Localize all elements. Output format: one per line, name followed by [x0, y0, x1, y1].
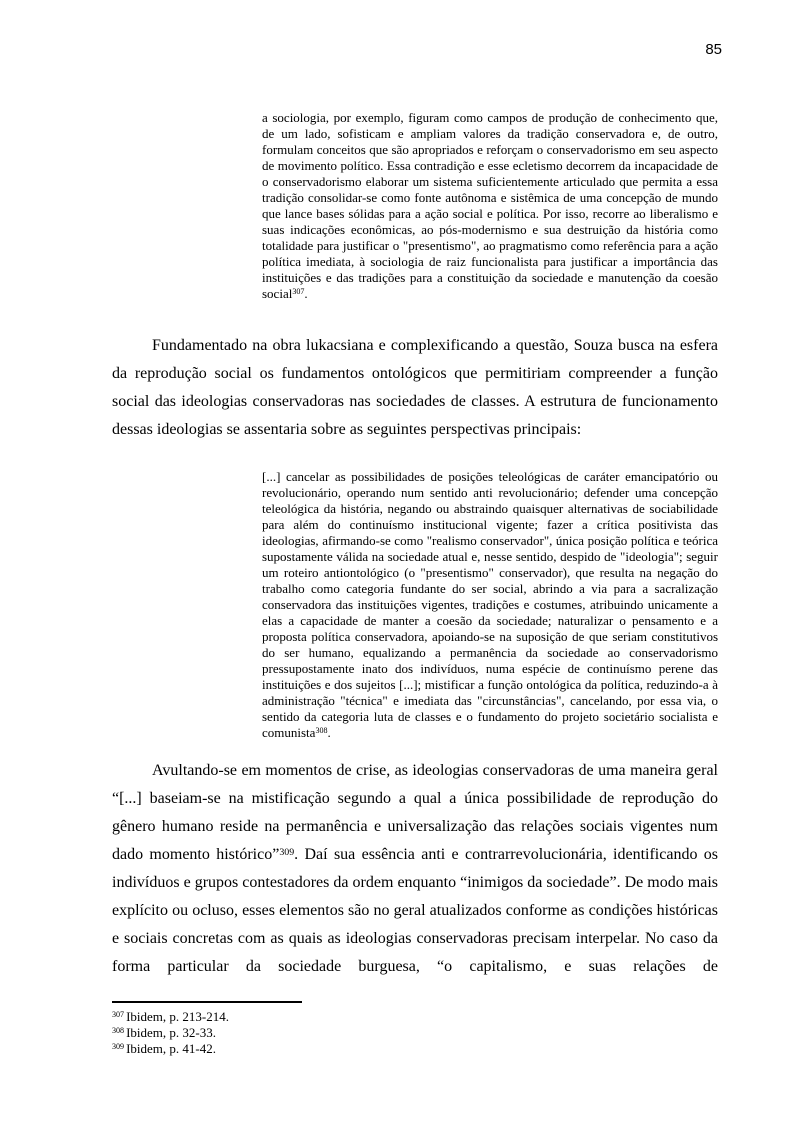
- block-quote-2: [...] cancelar as possibilidades de posições teleológicas de caráter emancipatório ou revolucionário, operando num sentido anti revolucionário; defender uma concepção teleológica da história, negando ou abstraindo quaisquer alternativas de sociabilidade para além do continuísmo institucional vigente; fazer a crítica positivista das ideologias, afirmando-se como "realismo conservador", única posição política e teórica supostamente válida na sociedade atual e, nesse sentido, despido de "ideologia"; seguir um roteiro antiontológico (o "presentismo" conservador), que resulta na negação do trabalho como categoria fundante do ser social, abrindo a via para a sacralização conservadora das instituições vigentes, tradições e costumes, atribuindo unicamente a elas a capacidade de manter a coesão da sociedade; naturalizar o pensamento e a proposta política conservadora, apoiando-se na suposição de que seriam constitutivos do ser humano, equalizando a permanência da sociedade ao conservadorismo pressupostamente inato dos indivíduos, numa espécie de continuísmo perene das instituições e dos sujeitos [...]; mistificar a função ontológica da política, reduzindo-a à administração "técnica" e imediata das "circunstâncias", cancelando, por essa via, o sentido da categoria luta de classes e o fundamento do projeto societário socialista e comunista$^{308}$.: [262, 469, 718, 740]
- footnote-marker: 307: [112, 1010, 125, 1020]
- footnote-text: Ibidem, p. 41-42.: [126, 1041, 216, 1056]
- footnote-marker: 308: [112, 1026, 125, 1036]
- page-number: 85: [705, 41, 722, 58]
- footnote-307: [112, 1009, 718, 1025]
- footnote-marker: 309: [112, 1042, 125, 1052]
- footnote-308: [112, 1025, 718, 1041]
- block-quote-1: a sociologia, por exemplo, figuram como campos de produção de conhecimento que, de um lado, sofisticam e ampliam valores da tradição conservadora e, de outro, formulam conceitos que são apropriados e reforçam o conservadorismo em seu aspecto de movimento político. Essa contradição e esse ecletismo decorrem da incapacidade de o conservadorismo elaborar um sistema suficientemente articulado que permita a essa tradição consolidar-se como fonte autônoma e sistêmica de uma concepção de mundo que lance bases sólidas para a ação social e política. Por isso, recorre ao liberalismo e suas indicações econômicas, ao pós-modernismo e sua destruição da história como totalidade para justificar o "presentismo", ao pragmatismo como referência para a ação política imediata, à sociologia de raiz funcionalista para justificar a importância das instituições e das tradições para a constituição da sociedade e manutenção da coesão social$^{307}$.: [262, 110, 718, 301]
- footnote-separator: [112, 1001, 302, 1003]
- paragraph-2: Avultando-se em momentos de crise, as ideologias conservadoras de uma maneira geral “[...] baseiam-se na mistificação segundo a qual a única possibilidade de reprodução do gênero humano reside na permanência e universalização das relações sociais vigentes num dado momento histórico”$^{309}$. Daí sua essência anti e contrarrevolucionária, identificando os indivíduos e grupos contestadores da ordem enquanto “inimigos da sociedade”. De modo mais explícito ou ocluso, esses elementos são no geral atualizados conforme as condições históricas e sociais concretas com as quais as ideologias conservadoras precisam interpelar. No caso da forma particular da sociedade burguesa, “o capitalismo, e suas relações de: [112, 762, 719, 975]
- footnote-309: [112, 1041, 718, 1057]
- footnote-area: [112, 1001, 718, 1057]
- footnote-text: Ibidem, p. 213-214.: [126, 1009, 229, 1024]
- paragraph-1: Fundamentado na obra lukacsiana e complexificando a questão, Souza busca na esfera da reprodução social os fundamentos ontológicos que permitiriam compreender a função social das ideologias conservadoras nas sociedades de classes. A estrutura de funcionamento dessas ideologias se assentaria sobre as seguintes perspectivas principais:: [112, 337, 718, 438]
- footnote-text: Ibidem, p. 32-33.: [126, 1025, 216, 1040]
- page-content: [112, 110, 718, 1057]
